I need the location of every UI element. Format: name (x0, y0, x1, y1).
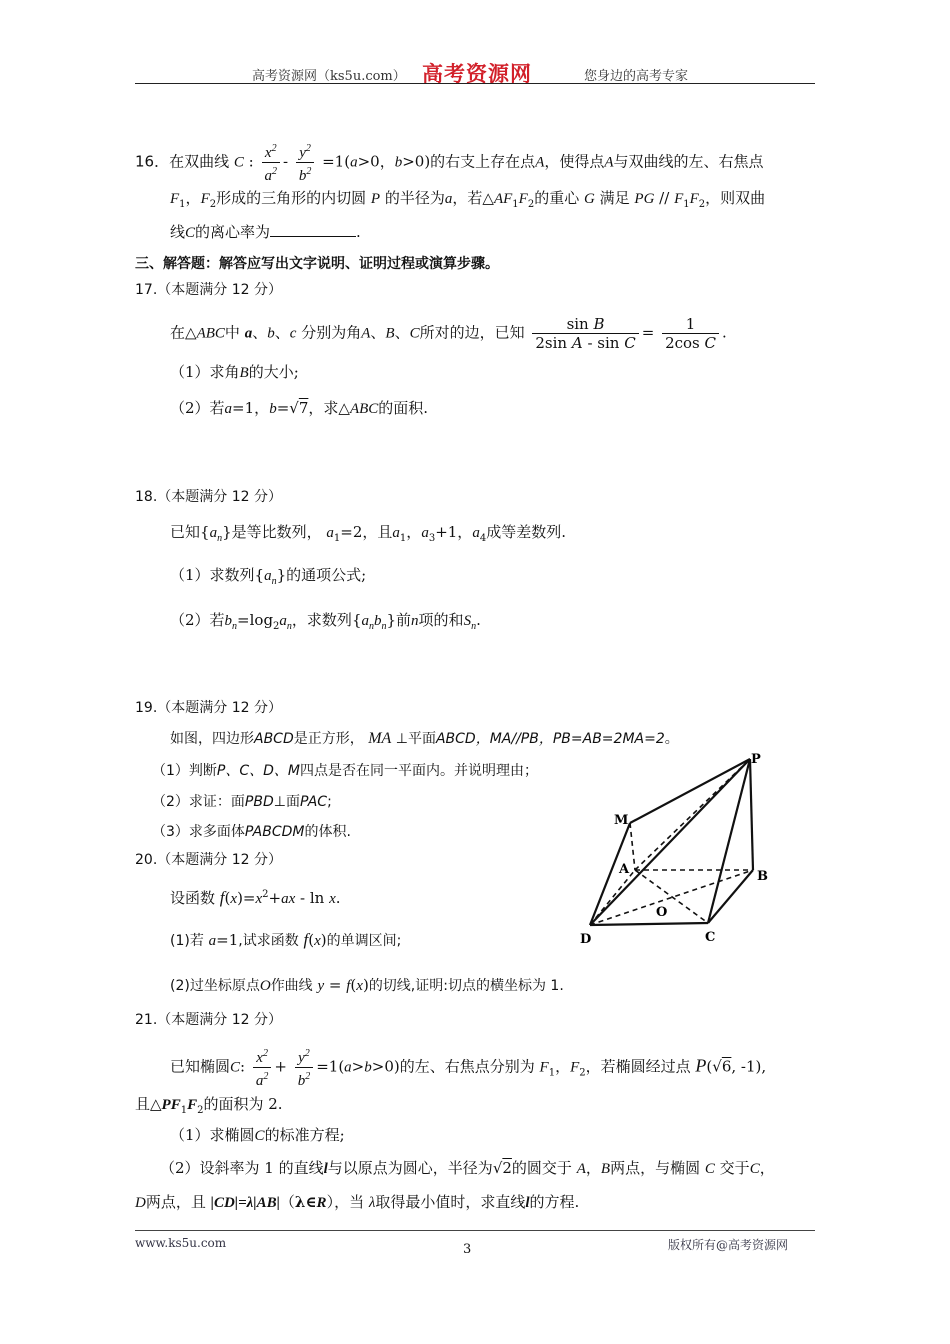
q21-frac-x: $\frac{x^2}{a^2}$ (253, 1045, 272, 1090)
label-P: P (751, 752, 761, 767)
q19-line1: 如图，四边形ABCD是正方形， MA ⊥平面ABCD，MA//PB，PB=AB=2MA=2。 (170, 730, 679, 747)
footer-rule (135, 1230, 815, 1231)
q16-line1: 16．在双曲线 C : $\frac{x^2}{a^2}$ - $\frac{y^2}{b^2}$ =1(a>0，b>0)的右支上存在点A，使得点A与双曲线的左、右焦点 (135, 140, 764, 185)
q17-part1: （1）求角B的大小; (170, 363, 299, 381)
footer-copyright: 版权所有@高考资源网 (668, 1238, 789, 1252)
q21-line4: D两点，且 |CD|=λ|AB|（λ∈R），当 λ取得最小值时，求直线l的方程. (135, 1193, 580, 1211)
label-O: O (656, 905, 668, 920)
q21-line2: 且$\triangle PF_1F_2$的面积为 2. (135, 1095, 283, 1116)
q16-line2: $F_1$，$F_2$形成的三角形的内切圆 P 的半径为a，若$\triangle AF_1F_2$的重心 G 满足 PG // $F_1F_2$，则双曲 (170, 189, 766, 210)
geometry-figure (570, 745, 810, 945)
q20-part1: (1)若 a=1,试求函数 f(x)的单调区间; (170, 930, 402, 949)
label-D: D (580, 932, 592, 945)
q17-frac-right: $\frac{1}{\text{2cos C}}$ (662, 315, 719, 352)
page-number: 3 (463, 1242, 472, 1257)
q18-line1: 已知$\{a_n\}$是等比数列， $a_1=2$，且$a_1$，$a_3+1$，$a_4$成等差数列. (170, 523, 566, 544)
header-logo: 高考资源网 (422, 61, 532, 86)
q19-part2: （2）求证：面PBD⊥面PAC; (152, 794, 332, 810)
q21-head: 21.（本题满分 12 分） (135, 1012, 282, 1028)
q17-part2: （2）若a=1，b=√7，求△ABC的面积. (170, 399, 429, 417)
label-B: B (757, 869, 768, 884)
q18-head: 18.（本题满分 12 分） (135, 489, 282, 505)
q16-frac-y: $\frac{y^2}{b^2}$ (296, 140, 315, 185)
header-rule (135, 83, 815, 84)
q16-line3: 线C的离心率为 . (170, 223, 361, 241)
q20-line1: 设函数 $f(x)=x^2+ax - \ln x$. (170, 888, 341, 907)
q21-line1: 已知椭圆C: $\frac{x^2}{a^2}$ + $\frac{y^2}{b^2}$ =1(a>b>0)的左、右焦点分别为 $F_1$，$F_2$，若椭圆经过点 P(√6, -1), (170, 1045, 766, 1090)
header-right: 您身边的高考专家 (584, 69, 689, 84)
footer-link[interactable]: www.ks5u.com (135, 1236, 227, 1250)
q19-part3: （3）求多面体PABCDM的体积. (152, 824, 351, 840)
q20-part2: (2)过坐标原点O作曲线 y = f(x)的切线,证明:切点的横坐标为 1. (170, 976, 564, 994)
q21-part2: （2）设斜率为 1 的直线l与以原点为圆心，半径为√2的圆交于 A，B两点，与椭圆 C 交于C， (160, 1159, 775, 1177)
q16-num: 16． (135, 152, 170, 171)
q17-line1: 在△ABC中 a、b、c 分别为角A、B、C所对的边，已知 $\frac{\text{sin B}}{\text{2sin A - sin C}}$ = $\frac{1}{\text{2cos C}}$ . (170, 315, 727, 352)
figure-solid-edges (590, 759, 753, 925)
q20-head: 20.（本题满分 12 分） (135, 852, 282, 868)
q17-head: 17.（本题满分 12 分） (135, 282, 282, 298)
q19-part1: （1）判断P、C、D、M四点是否在同一平面内。并说明理由； (152, 763, 538, 779)
header-left: 高考资源网（ks5u.com） (252, 69, 406, 84)
label-M: M (614, 813, 629, 828)
section3-title: 三、解答题：解答应写出文字说明、证明过程或演算步骤。 (135, 256, 499, 272)
q16-hyperbola-eq: C (233, 154, 244, 171)
label-A: A (619, 862, 630, 877)
label-C: C (705, 930, 716, 945)
q21-part1: （1）求椭圆C的标准方程; (170, 1126, 345, 1144)
q16-frac-x: $\frac{x^2}{a^2}$ (262, 140, 281, 185)
q18-part1: （1）求数列$\{a_n\}$的通项公式; (170, 566, 367, 587)
q19-head: 19.（本题满分 12 分） (135, 700, 282, 716)
q21-frac-y: $\frac{y^2}{b^2}$ (295, 1045, 314, 1090)
q17-frac-left: $\frac{\text{sin B}}{\text{2sin A - sin C}}$ (532, 315, 638, 352)
q18-part2: （2）若$b_n=\log_2a_n$，求数列$\{a_nb_n\}$前n项的和$S_n$. (170, 611, 481, 632)
answer-blank (270, 222, 356, 237)
